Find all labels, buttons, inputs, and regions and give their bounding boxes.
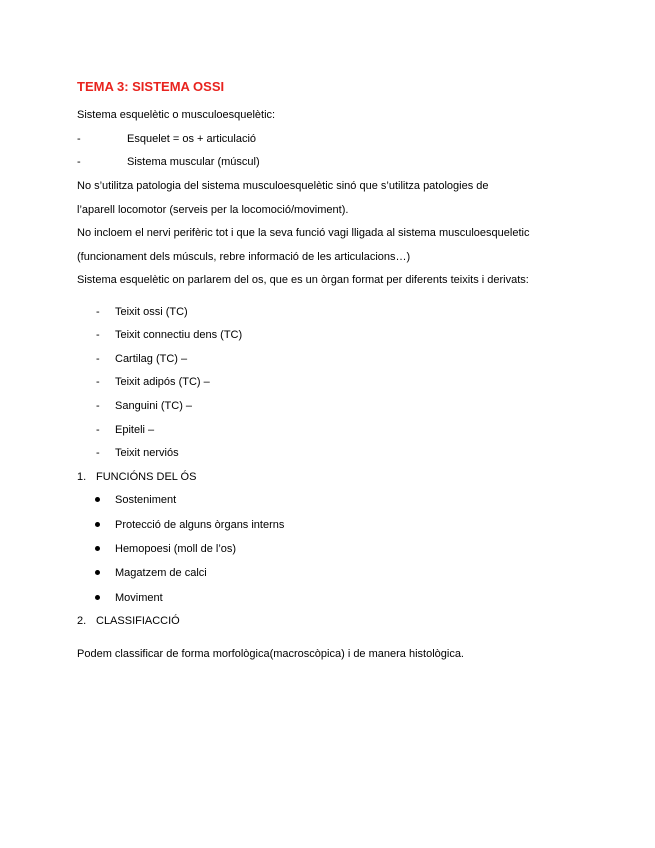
tissue-marker: - (96, 400, 100, 412)
bullet-icon (95, 595, 100, 600)
bullet-icon (95, 497, 100, 502)
tissue-item: Teixit nerviós (115, 447, 179, 459)
document-title: TEMA 3: SISTEMA OSSI (77, 79, 225, 94)
paragraph-line: No s’utilitza patologia del sistema musculoesquelètic sinó que s’utilitza patologies de (77, 180, 489, 192)
function-item: Hemopoesi (moll de l’os) (115, 543, 237, 555)
function-item: Sosteniment (115, 494, 177, 506)
tissue-marker: - (96, 353, 100, 365)
paragraph-line: l’aparell locomotor (serveis per la locomoció/moviment). (77, 204, 349, 216)
tissue-item: Sanguini (TC) – (115, 400, 193, 412)
intro-dash-item: Sistema muscular (múscul) (127, 156, 260, 168)
classification-text: Podem classificar de forma morfològica(macroscòpica) i de manera histològica. (77, 648, 464, 660)
section-number: 2. (77, 615, 87, 627)
paragraph-line: Sistema esquelètic on parlarem del os, que es un òrgan format per diferents teixits i derivats: (77, 274, 529, 286)
bullet-icon (95, 570, 100, 575)
tissue-item: Teixit adipós (TC) – (115, 376, 210, 388)
bullet-icon (95, 546, 100, 551)
bullet-icon (95, 522, 100, 527)
tissue-item: Teixit ossi (TC) (115, 306, 188, 318)
tissue-item: Cartilag (TC) – (115, 353, 188, 365)
function-item: Magatzem de calci (115, 567, 207, 579)
tissue-marker: - (96, 306, 100, 318)
tissue-marker: - (96, 424, 100, 436)
section-heading: FUNCIÓNS DEL ÓS (96, 471, 197, 483)
tissue-marker: - (96, 376, 100, 388)
intro-dash-marker: - (77, 133, 81, 145)
section-number: 1. (77, 471, 87, 483)
tissue-marker: - (96, 329, 100, 341)
intro-dash-item: Esquelet = os + articulació (127, 133, 257, 145)
intro-dash-marker: - (77, 156, 81, 168)
intro-heading: Sistema esquelètic o musculoesquelètic: (77, 109, 276, 121)
tissue-item: Teixit connectiu dens (TC) (115, 329, 243, 341)
tissue-item: Epiteli – (115, 424, 155, 436)
function-item: Protecció de alguns òrgans interns (115, 519, 285, 531)
paragraph-line: No incloem el nervi perifèric tot i que la seva funció vagi lligada al sistema musculoesqueletic (77, 227, 530, 239)
function-item: Moviment (115, 592, 163, 604)
section-heading: CLASSIFIACCIÓ (96, 615, 180, 627)
paragraph-line: (funcionament dels músculs, rebre informació de les articulacions…) (77, 251, 411, 263)
tissue-marker: - (96, 447, 100, 459)
